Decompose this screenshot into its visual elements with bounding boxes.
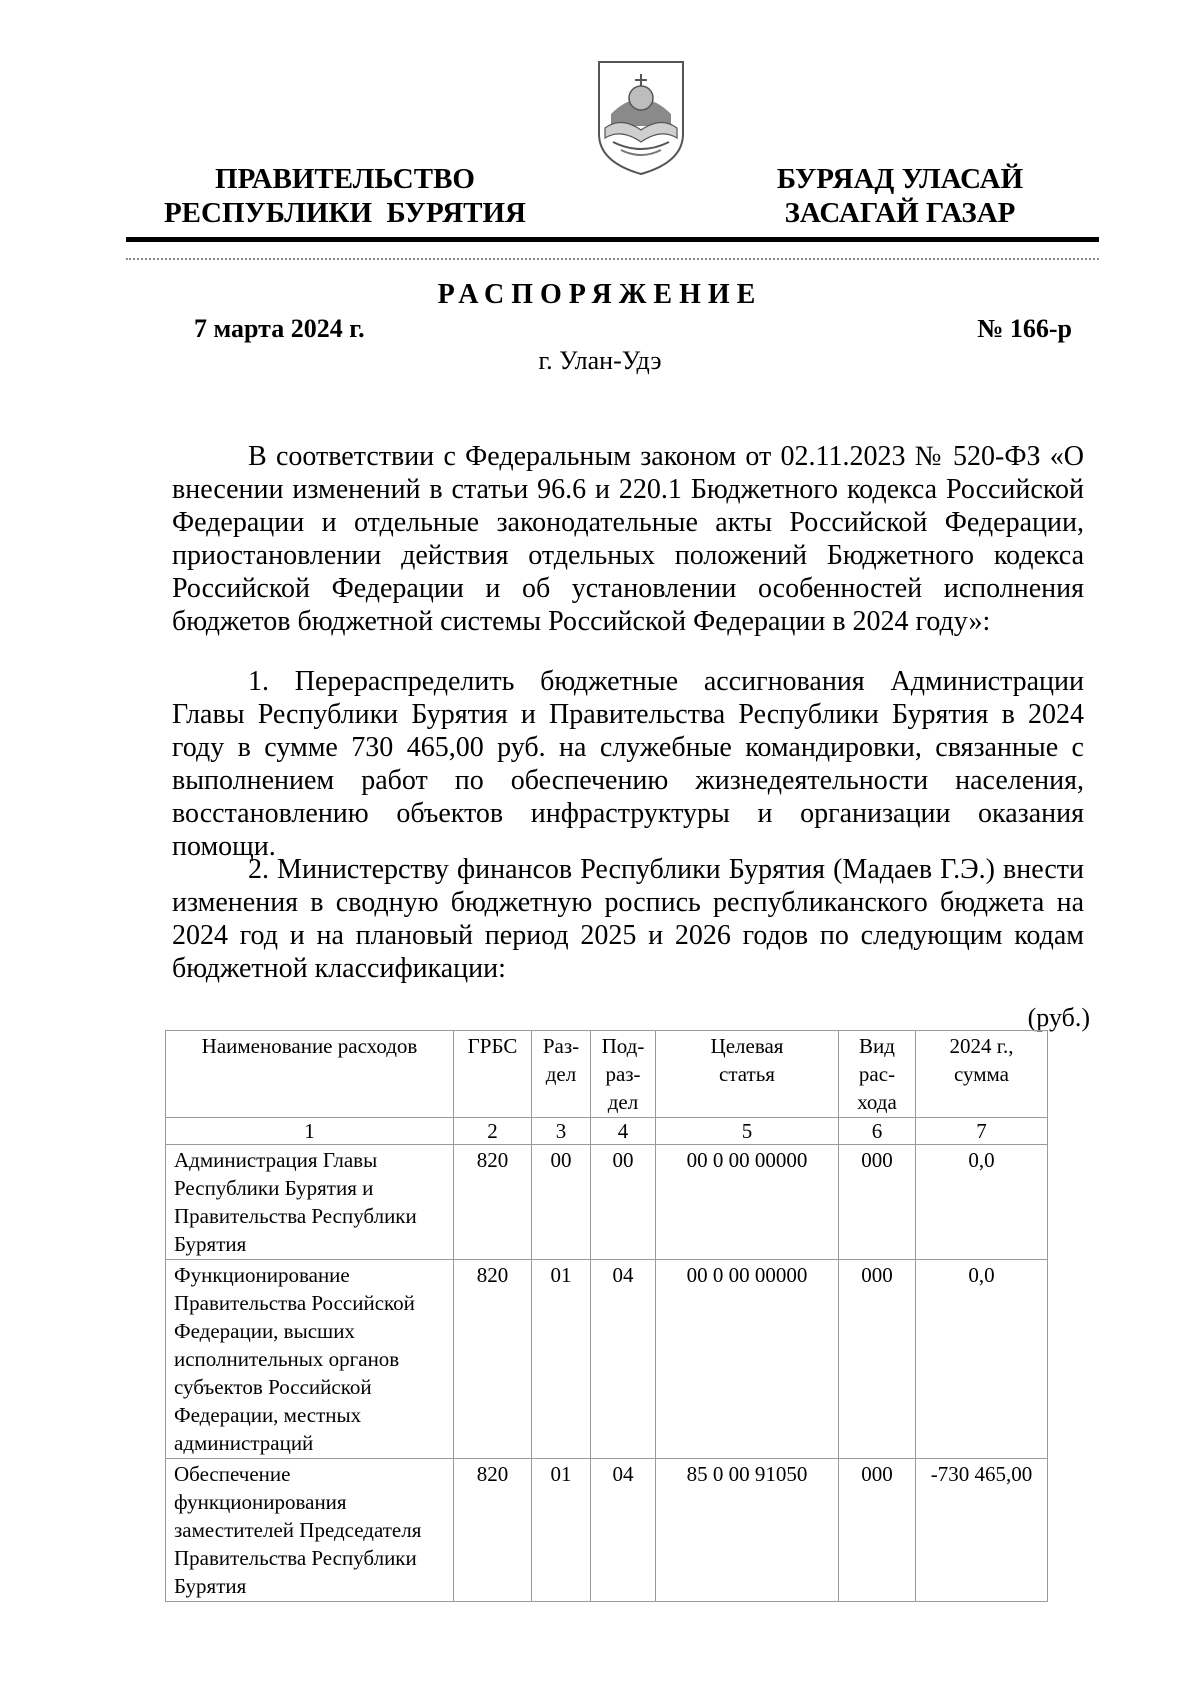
header-right-line2: ЗАСАГАЙ ГАЗАР: [784, 197, 1016, 229]
row-razdel: 00: [532, 1145, 591, 1260]
row-target: 00 0 00 00000: [656, 1260, 839, 1459]
table-header-row: [166, 1031, 1048, 1118]
header-sum: 2024 г., сумма: [916, 1031, 1048, 1118]
header-left-line1: ПРАВИТЕЛЬСТВО: [215, 163, 475, 195]
row-vid: 000: [839, 1459, 916, 1602]
header-thick-rule: [126, 237, 1099, 242]
row-vid: 000: [839, 1260, 916, 1459]
col-number: 7: [916, 1118, 1048, 1145]
header-target: Целевая статья: [656, 1031, 839, 1118]
budget-table: [165, 1030, 1048, 1602]
table-column-numbers-row: [166, 1118, 1048, 1145]
header-left-line2: РЕСПУБЛИКИ БУРЯТИЯ: [163, 197, 527, 229]
col-number: 1: [166, 1118, 454, 1145]
row-grbs: 820: [454, 1459, 532, 1602]
row-target: 00 0 00 00000: [656, 1145, 839, 1260]
row-sum: -730 465,00: [916, 1459, 1048, 1602]
header-grbs: ГРБС: [454, 1031, 532, 1118]
row-razdel: 01: [532, 1459, 591, 1602]
document-city: г. Улан-Удэ: [538, 346, 662, 375]
table-row: [166, 1459, 1048, 1602]
row-grbs: 820: [454, 1145, 532, 1260]
col-number: 2: [454, 1118, 532, 1145]
header-razdel: Раз- дел: [532, 1031, 591, 1118]
item-2-paragraph: 2. Министерству финансов Республики Бурятия (Мадаев Г.Э.) внести изменения в сводную бюджетную роспись республиканского бюджета на 2024 год и на плановый период 2025 и 2026 годов по следующим кодам бюджетной классификации:: [172, 854, 1084, 984]
government-name-russian: [160, 162, 530, 230]
col-number: 6: [839, 1118, 916, 1145]
header-right-line1: БУРЯАД УЛАСАЙ: [776, 163, 1024, 195]
row-podrazdel: 04: [591, 1260, 656, 1459]
table-unit-label: (руб.): [1027, 1003, 1090, 1032]
document-number: № 166-р: [977, 314, 1072, 343]
row-vid: 000: [839, 1145, 916, 1260]
row-target: 85 0 00 91050: [656, 1459, 839, 1602]
col-number: 3: [532, 1118, 591, 1145]
col-number: 5: [656, 1118, 839, 1145]
row-grbs: 820: [454, 1260, 532, 1459]
coat-of-arms-icon: [591, 56, 691, 178]
header-podrazdel: Под- раз- дел: [591, 1031, 656, 1118]
document-title: РАСПОРЯЖЕНИЕ: [437, 279, 763, 310]
row-sum: 0,0: [916, 1260, 1048, 1459]
row-name: Администрация Главы Республики Бурятия и Правительства Республики Бурятия: [166, 1145, 454, 1260]
table-row: [166, 1145, 1048, 1260]
row-podrazdel: 00: [591, 1145, 656, 1260]
row-razdel: 01: [532, 1260, 591, 1459]
row-name: Обеспечение функционирования заместителей Председателя Правительства Республики Бурятия: [166, 1459, 454, 1602]
row-name: Функционирование Правительства Российской Федерации, высших исполнительных органов субъектов Российской Федерации, местных администраций: [166, 1260, 454, 1459]
item-1-paragraph: 1. Перераспределить бюджетные ассигнования Администрации Главы Республики Бурятия и Правительства Республики Бурятия в 2024 году в сумме 730 465,00 руб. на служебные командировки, связанные с выполнением работ по обеспечению жизнедеятельности населения, восстановлению объектов инфраструктуры и организации оказания помощи.: [172, 666, 1084, 862]
document-date: 7 марта 2024 г.: [194, 314, 365, 343]
header-dotted-rule: [126, 258, 1099, 260]
coat-of-arms-emblem: [591, 56, 691, 178]
row-podrazdel: 04: [591, 1459, 656, 1602]
row-sum: 0,0: [916, 1145, 1048, 1260]
table-row: [166, 1260, 1048, 1459]
header-name: Наименование расходов: [166, 1031, 454, 1118]
government-name-buryat: [760, 162, 1040, 230]
col-number: 4: [591, 1118, 656, 1145]
intro-paragraph: В соответствии с Федеральным законом от 02.11.2023 № 520-ФЗ «О внесении изменений в статьи 96.6 и 220.1 Бюджетного кодекса Российской Федерации и отдельные законодательные акты Российской Федерации, приостановлении действия отдельных положений Бюджетного кодекса Российской Федерации и об установлении особенностей исполнения бюджетов бюджетной системы Российской Федерации в 2024 году»:: [172, 441, 1084, 637]
header-vid: Вид рас- хода: [839, 1031, 916, 1118]
